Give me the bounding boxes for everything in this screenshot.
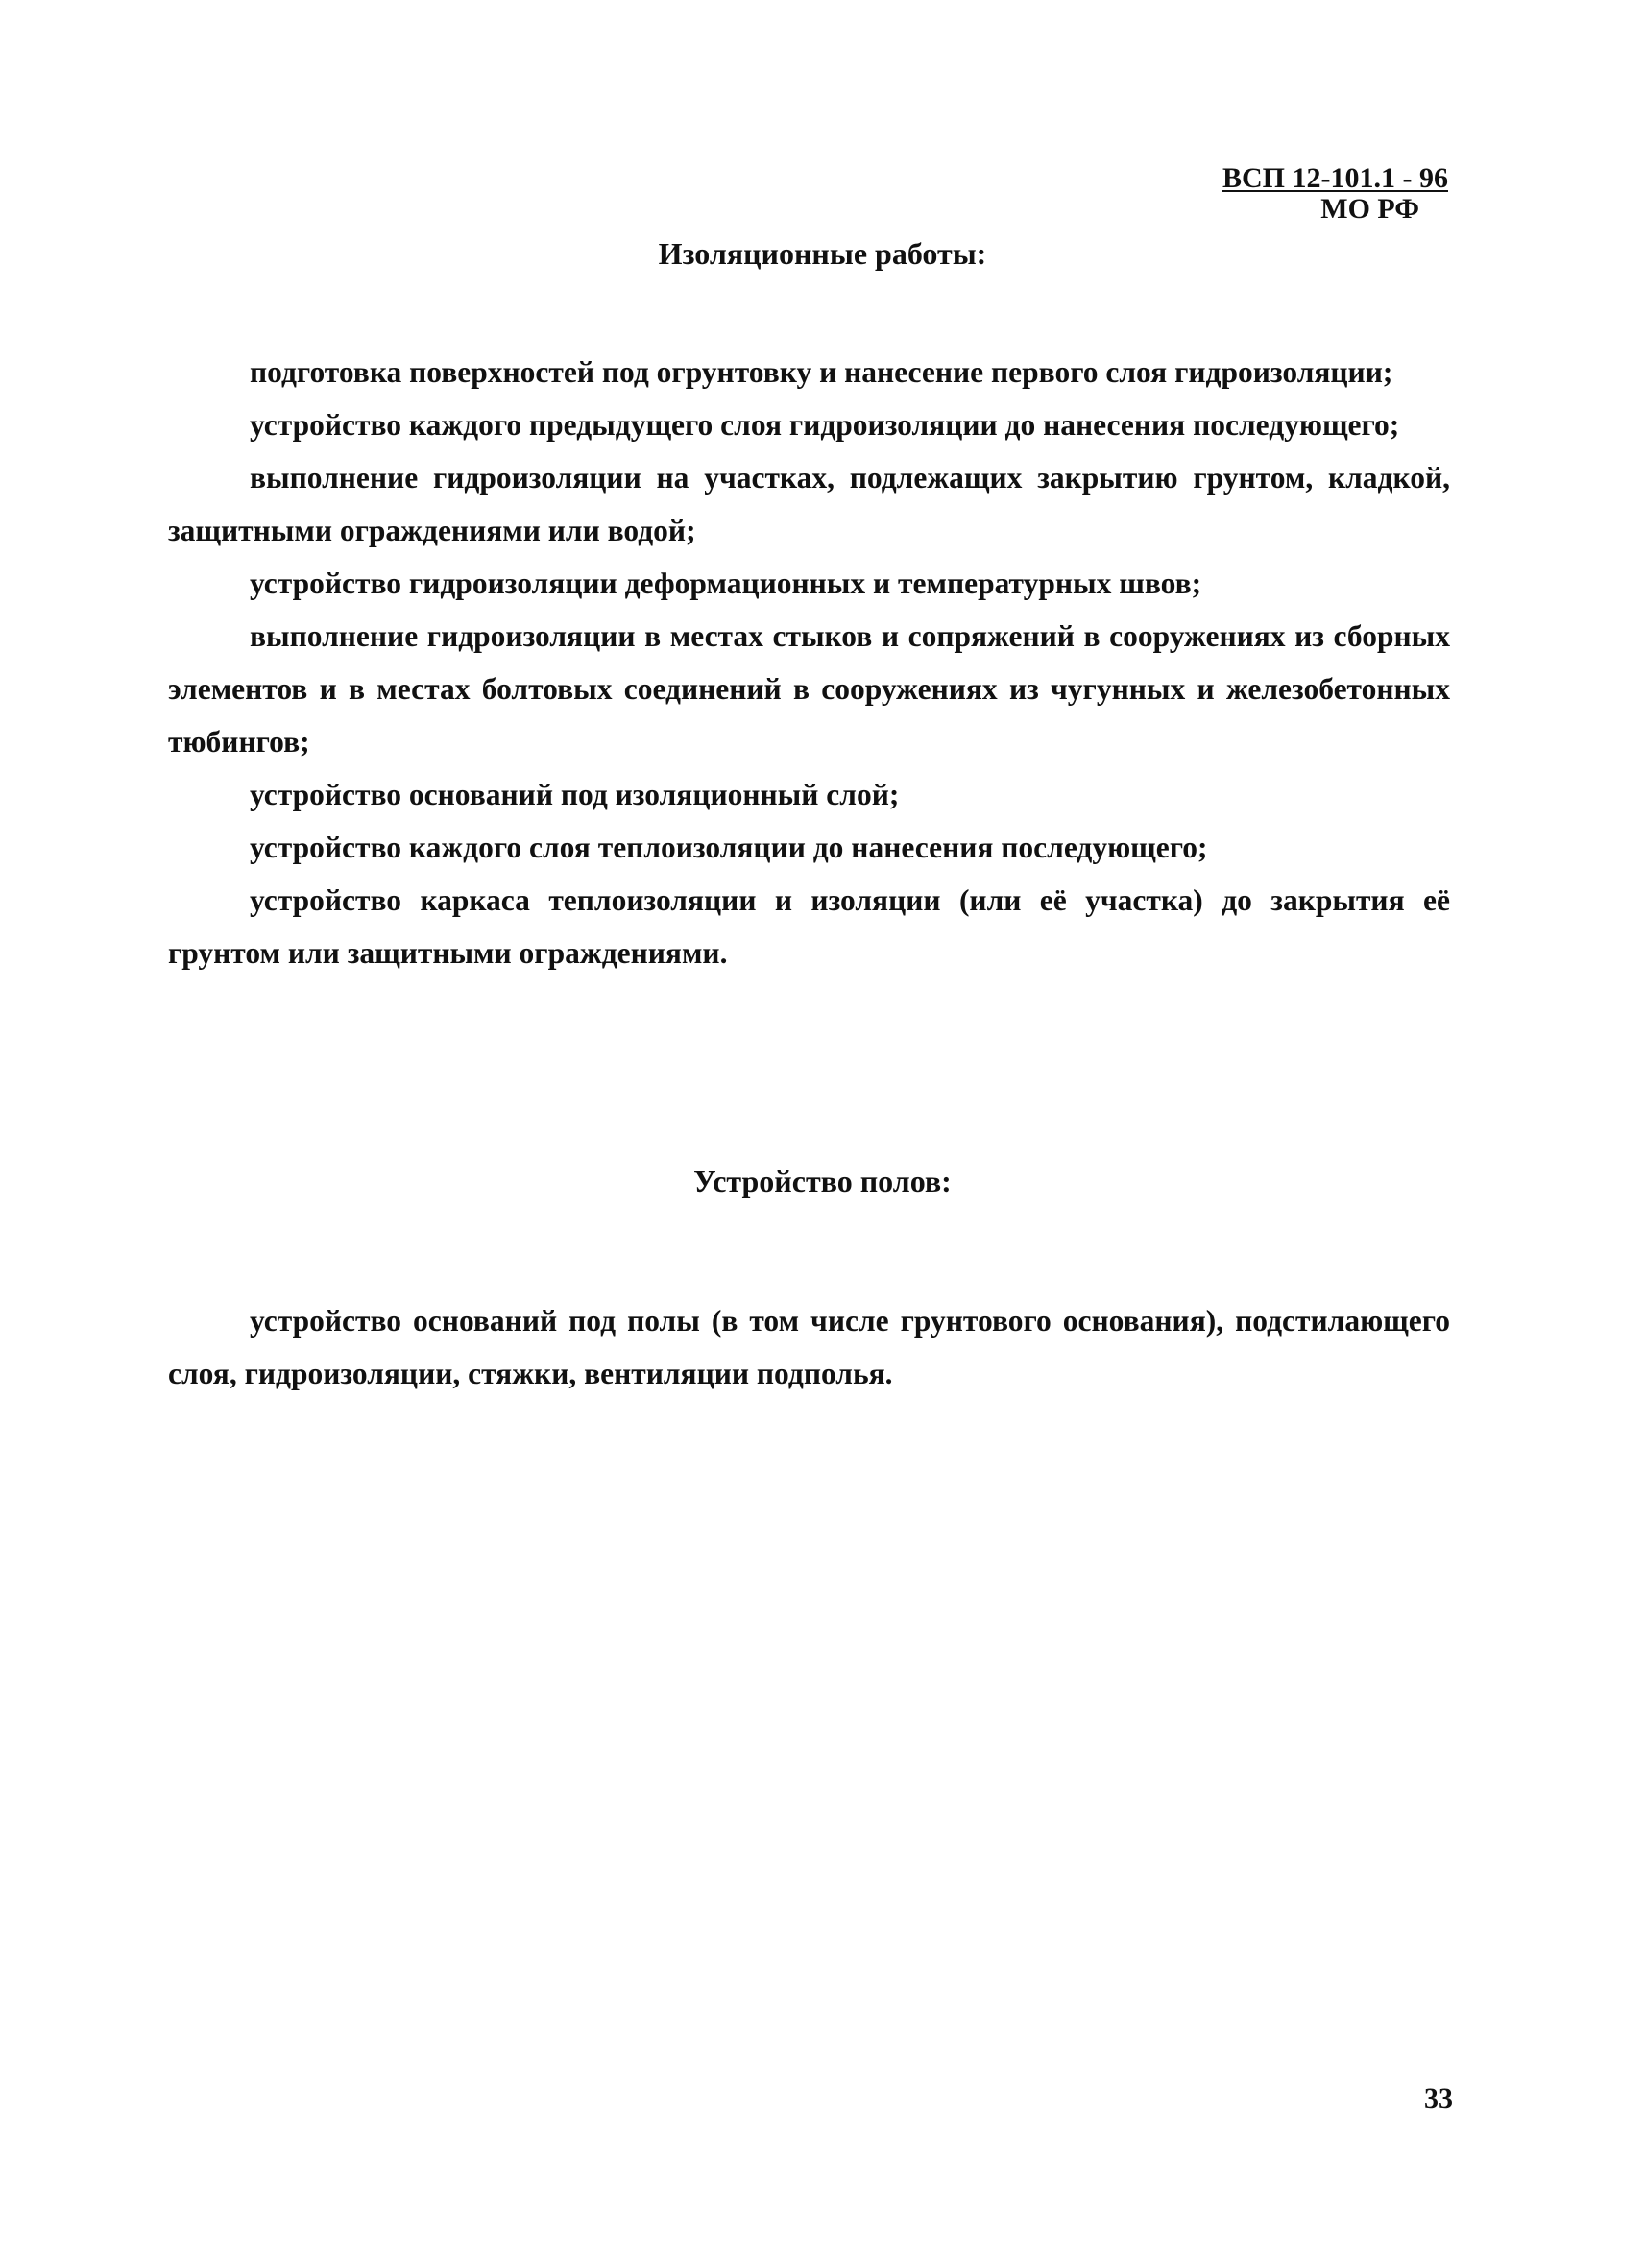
document-code-block	[1222, 163, 1448, 225]
page-number: 33	[1424, 2083, 1453, 2114]
section-title-floor-installation: Устройство полов:	[693, 1164, 952, 1198]
section-title-insulation-works: Изоляционные работы:	[658, 236, 987, 271]
list-item: устройство оснований под изоляционный слой;	[250, 778, 900, 811]
list-item: устройство каждого слоя теплоизоляции до нанесения последующего;	[250, 831, 1208, 864]
list-item: подготовка поверхностей под огрунтовку и нанесение первого слоя гидроизоляции;	[250, 355, 1393, 389]
list-item: выполнение гидроизоляции в местах стыков и сопряжений в сооружениях из сборных элементов и в местах болтовых соединений в сооружениях из чугунных и железобетонных тюбингов;	[168, 619, 1450, 759]
section-body-floor-installation	[168, 1294, 1450, 1400]
list-item: устройство каждого предыдущего слоя гидроизоляции до нанесения последующего;	[250, 408, 1400, 442]
list-item: устройство оснований под полы (в том числе грунтового основания), подстилающего слоя, гидроизоляции, стяжки, вентиляции подполья.	[168, 1304, 1450, 1390]
list-item: выполнение гидроизоляции на участках, подлежащих закрытию грунтом, кладкой, защитными ограждениями или водой;	[168, 461, 1450, 547]
section-body-insulation-works	[168, 346, 1450, 979]
document-code: ВСП 12-101.1 - 96	[1222, 162, 1448, 194]
document-organization: МО РФ	[1320, 193, 1419, 225]
list-item: устройство гидроизоляции деформационных и температурных швов;	[250, 567, 1202, 600]
list-item: устройство каркаса теплоизоляции и изоляции (или её участка) до закрытия её грунтом или защитными ограждениями.	[168, 883, 1450, 970]
